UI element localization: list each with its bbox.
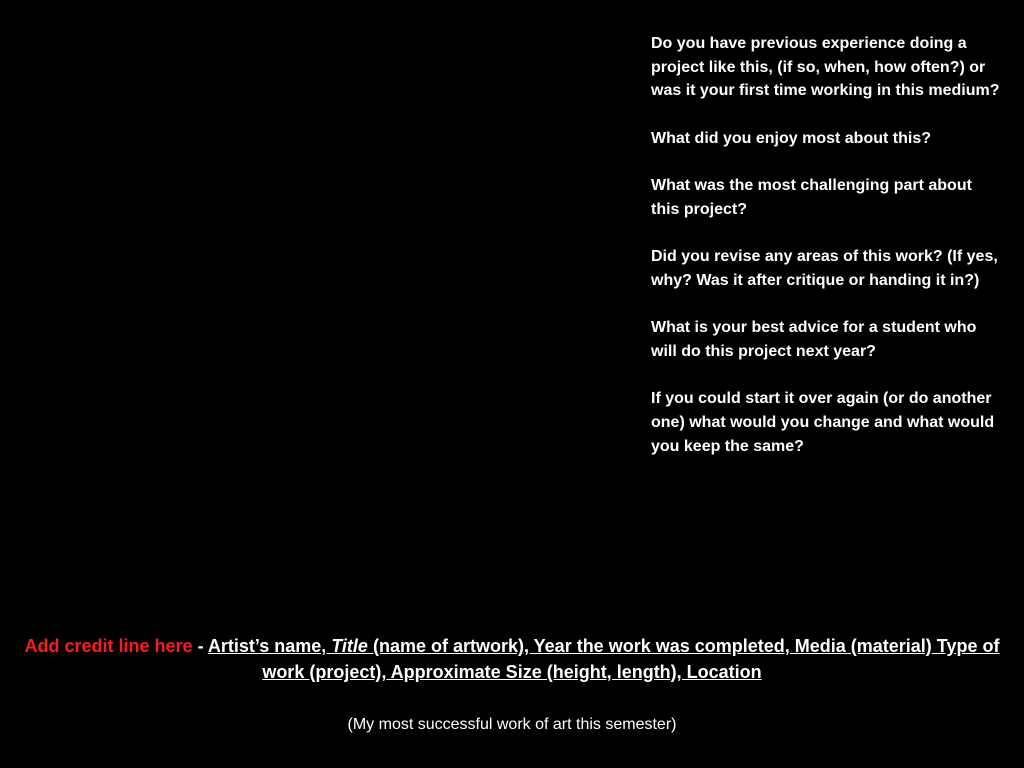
question-revise: Did you revise any areas of this work? (If yes, why? Was it after critique or handing it in?) (651, 248, 998, 289)
credit-separator: - (192, 636, 208, 656)
question-advice: What is your best advice for a student who will do this project next year? (651, 319, 977, 361)
credit-title-word: Title (331, 636, 368, 656)
credit-label: Add credit line here (24, 636, 193, 656)
question-challenging: What was the most challenging part about this project? (651, 177, 972, 218)
credit-details-start: Artist’s name, (207, 636, 332, 656)
question-experience: Do you have previous experience doing a project like this, (if so, when, how often?) or was it your first time working in this medium? (651, 35, 1000, 100)
reflection-questions (651, 32, 1003, 482)
question-enjoy: What did you enjoy most about this? (651, 129, 931, 147)
caption: (My most successful work of art this semester) (347, 716, 677, 733)
credit-details-end: (name of artwork), Year the work was completed, Media (material) Type of work (project), Approximate Size (height, length), Location (262, 636, 1000, 682)
question-start-over: If you could start it over again (or do another one) what would you change and what would you keep the same? (651, 390, 995, 455)
credit-line (20, 633, 1004, 685)
credit-details (208, 636, 1000, 682)
